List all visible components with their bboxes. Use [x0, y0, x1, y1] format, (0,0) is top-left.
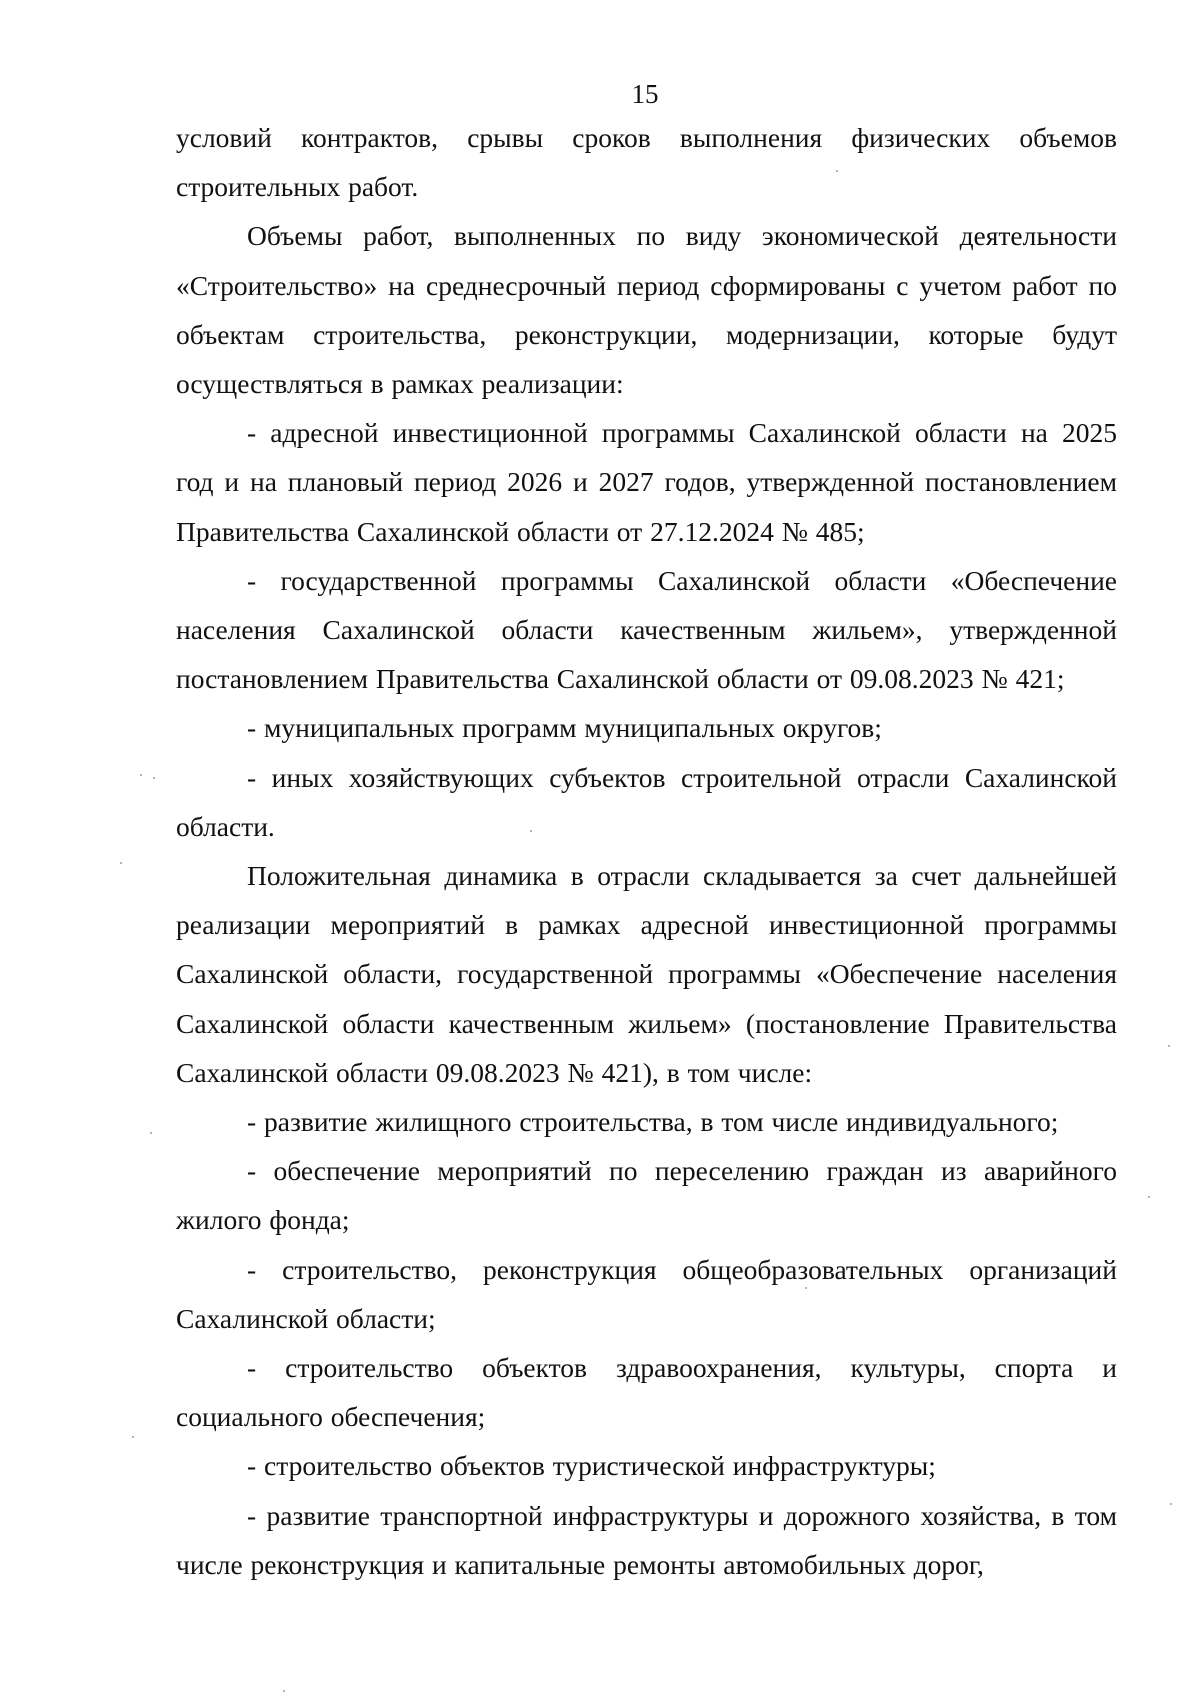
page-number: 15 [631, 79, 659, 109]
list-item-address-investment-program: - адресной инвестиционной программы Сахалинской области на 2025 год и на плановый период 2026 и 2027 годов, утвержденной постановлением Правительства Сахалинской области от 27.12.2024 № 485; [176, 417, 1117, 547]
document-body [176, 113, 1117, 1589]
list-item-municipal-programs: - муниципальных программ муниципальных округов; [247, 712, 882, 744]
paragraph-work-volumes: Объемы работ, выполненных по виду экономической деятельности «Строительство» на среднесрочный период сформированы с учетом работ по объектам строительства, реконструкции, модернизации, которые будут осуществляться в рамках реализации: [176, 220, 1117, 400]
list-item-housing-construction: - развитие жилищного строительства, в том числе индивидуального; [247, 1106, 1059, 1138]
list-item-tourism: - строительство объектов туристической инфраструктуры; [247, 1450, 936, 1482]
list-item-resettlement: - обеспечение мероприятий по переселению граждан из аварийного жилого фонда; [176, 1155, 1117, 1236]
paragraph-positive-dynamics: Положительная динамика в отрасли складывается за счет дальнейшей реализации мероприятий в рамках адресной инвестиционной программы Сахалинской области, государственной программы «Обеспечение населения Сахалинской области качественным жильем» (постановление Правительства Сахалинской области 09.08.2023 № 421), в том числе: [176, 860, 1117, 1088]
list-item-social-facilities: - строительство объектов здравоохранения, культуры, спорта и социального обеспечения; [176, 1352, 1117, 1433]
list-item-other-entities: - иных хозяйствующих субъектов строительной отрасли Сахалинской области. [176, 761, 1117, 842]
list-item-schools: - строительство, реконструкция общеобразовательных организаций Сахалинской области; [176, 1253, 1117, 1334]
paragraph-contract-conditions: условий контрактов, срывы сроков выполнения физических объемов строительных работ. [176, 122, 1117, 203]
list-item-state-housing-program: - государственной программы Сахалинской области «Обеспечение населения Сахалинской области качественным жильем», утвержденной постановлением Правительства Сахалинской области от 09.08.2023 № 421; [176, 564, 1117, 695]
list-item-transport: - развитие транспортной инфраструктуры и дорожного хозяйства, в том числе реконструкция и капитальные ремонты автомобильных дорог, [176, 1499, 1117, 1580]
